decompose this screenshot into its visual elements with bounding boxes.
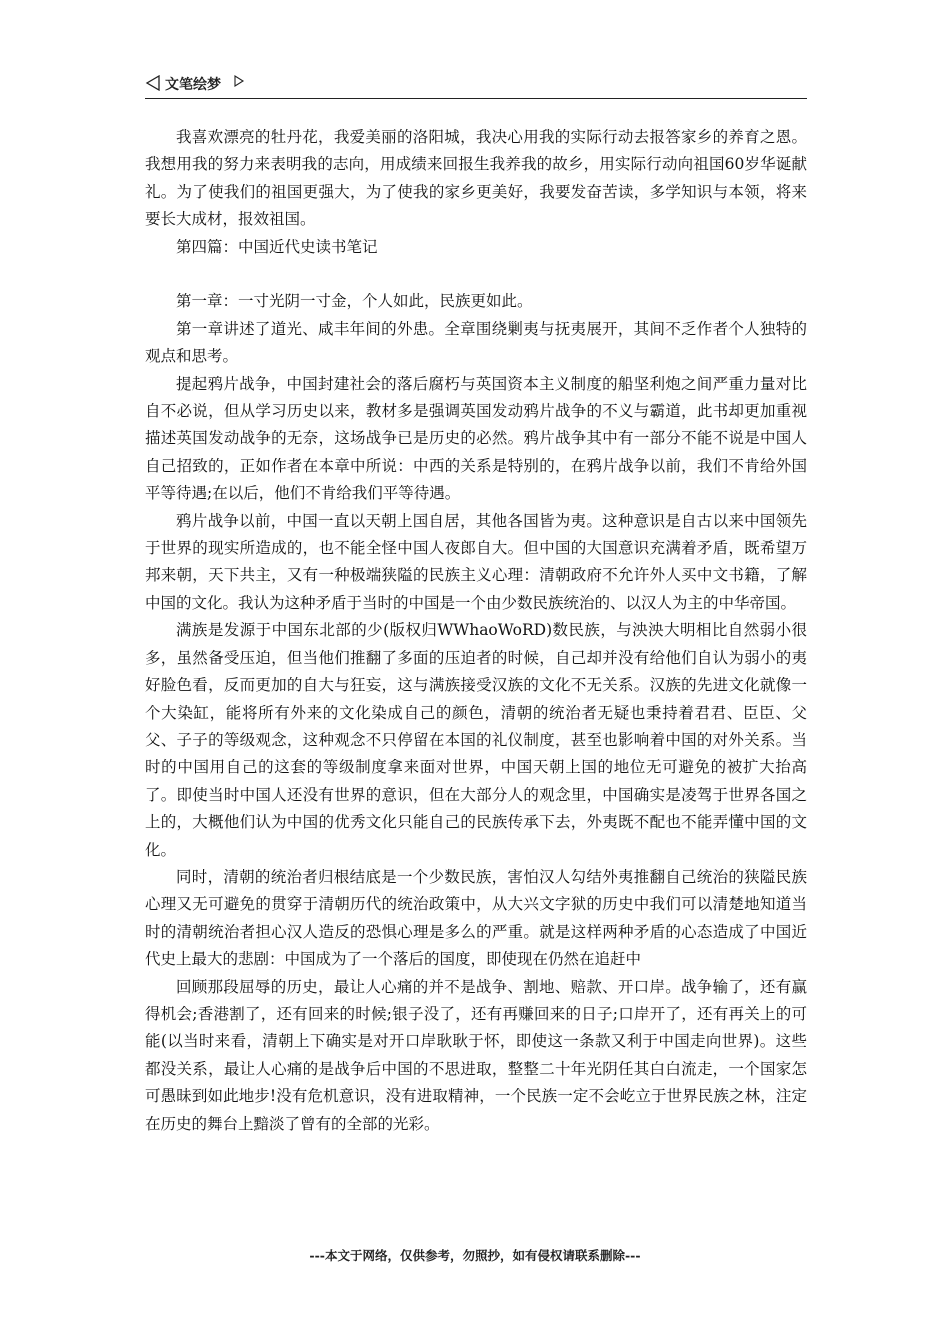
paragraph: 满族是发源于中国东北部的少(版权归WWhaoWoRD)数民族，与泱泱大明相比自然弱小很多，虽然备受压迫，但当他们推翻了多面的压迫者的时候，自己却并没有给他们自认为弱小的夷好脸色看，反而更加的自大与狂妄，这与满族接受汉族的文化不无关系。汉族的先进文化就像一个大染缸，能将所有外来的文化染成自己的颜色，清朝的统治者无疑也秉持着君君、臣臣、父父、子子的等级观念，这种观念不只停留在本国的礼仪制度，甚至也影响着中国的对外关系。当时的中国用自己的这套的等级制度拿来面对世界，中国天朝上国的地位无可避免的被扩大抬高了。即使当时中国人还没有世界的意识，但在大部分人的观念里，中国确实是凌驾于世界各国之上的，大概他们认为中国的优秀文化只能自己的民族传承下去，外夷既不配也不能弄懂中国的文化。 bbox=[145, 621, 807, 859]
paragraph: 我喜欢漂亮的牡丹花，我爱美丽的洛阳城，我决心用我的实际行动去报答家乡的养育之恩。我想用我的努力来表明我的志向，用成绩来回报生我养我的故乡，用实际行动向祖国60岁华诞献礼。为了使我们的祖国更强大，为了使我的家乡更美好，我要发奋苦读，多学知识与本领，将来要长大成材，报效祖国。 bbox=[145, 128, 807, 229]
header-brand: 文笔绘梦 bbox=[165, 77, 221, 93]
paragraph: 第一章讲述了道光、咸丰年间的外患。全章围绕剿夷与抚夷展开，其间不乏作者个人独特的观点和思考。 bbox=[145, 319, 807, 366]
page-header bbox=[145, 72, 807, 99]
paragraph: 鸦片战争以前，中国一直以天朝上国自居，其他各国皆为夷。这种意识是自古以来中国领先于世界的现实所造成的，也不能全怪中国人夜郎自大。但中国的大国意识充满着矛盾，既希望万邦来朝，天下共主，又有一种极端狭隘的民族主义心理：清朝政府不允许外人买中文书籍，了解中国的文化。我认为这种矛盾于当时的中国是一个由少数民族统治的、以汉人为主的中华帝国。 bbox=[145, 511, 807, 612]
paragraph: 提起鸦片战争，中国封建社会的落后腐朽与英国资本主义制度的船坚利炮之间严重力量对比自不必说，但从学习历史以来，教材多是强调英国发动鸦片战争的不义与霸道，此书却更加重视描述英国发动战争的无奈，这场战争已是历史的必然。鸦片战争其中有一部分不能不说是中国人自己招致的，正如作者在本章中所说：中西的关系是特别的，在鸦片战争以前，我们不肯给外国平等待遇;在以后，他们不肯给我们平等待遇。 bbox=[145, 374, 807, 503]
triangle-right-icon bbox=[233, 75, 245, 87]
document-body bbox=[145, 124, 807, 1138]
paragraph: 同时，清朝的统治者归根结底是一个少数民族，害怕汉人勾结外夷推翻自己统治的狭隘民族心理又无可避免的贯穿于清朝历代的统治政策中，从大兴文字狱的历史中我们可以清楚地知道当时的清朝统治者担心汉人造反的恐惧心理是多么的严重。就是这样两种矛盾的心态造成了中国近代史上最大的悲剧：中国成为了一个落后的国度，即使现在仍然在追赶中 bbox=[145, 867, 807, 969]
triangle-left-icon bbox=[145, 75, 161, 91]
paragraph: 回顾那段屈辱的历史，最让人心痛的并不是战争、割地、赔款、开口岸。战争输了，还有赢得机会;香港割了，还有回来的时候;银子没了，还有再赚回来的日子;口岸开了，还有再关上的可能(以当时来看，清朝上下确实是对开口岸耿耿于怀，即使这一条款又利于中国走向世界)。这些都没关系，最让人心痛的是战争后中国的不思进取，整整二十年光阴任其白白流走，一个国家怎可愚昧到如此地步!没有危机意识，没有进取精神，一个民族一定不会屹立于世界民族之林，注定在历史的舞台上黯淡了曾有的全部的光彩。 bbox=[145, 977, 807, 1133]
section-title: 第四篇：中国近代史读书笔记 bbox=[176, 237, 378, 256]
page-footer: ---本文于网络，仅供参考，勿照抄，如有侵权请联系删除--- bbox=[309, 1248, 641, 1263]
chapter-heading: 第一章：一寸光阴一寸金，个人如此，民族更如此。 bbox=[176, 292, 533, 311]
